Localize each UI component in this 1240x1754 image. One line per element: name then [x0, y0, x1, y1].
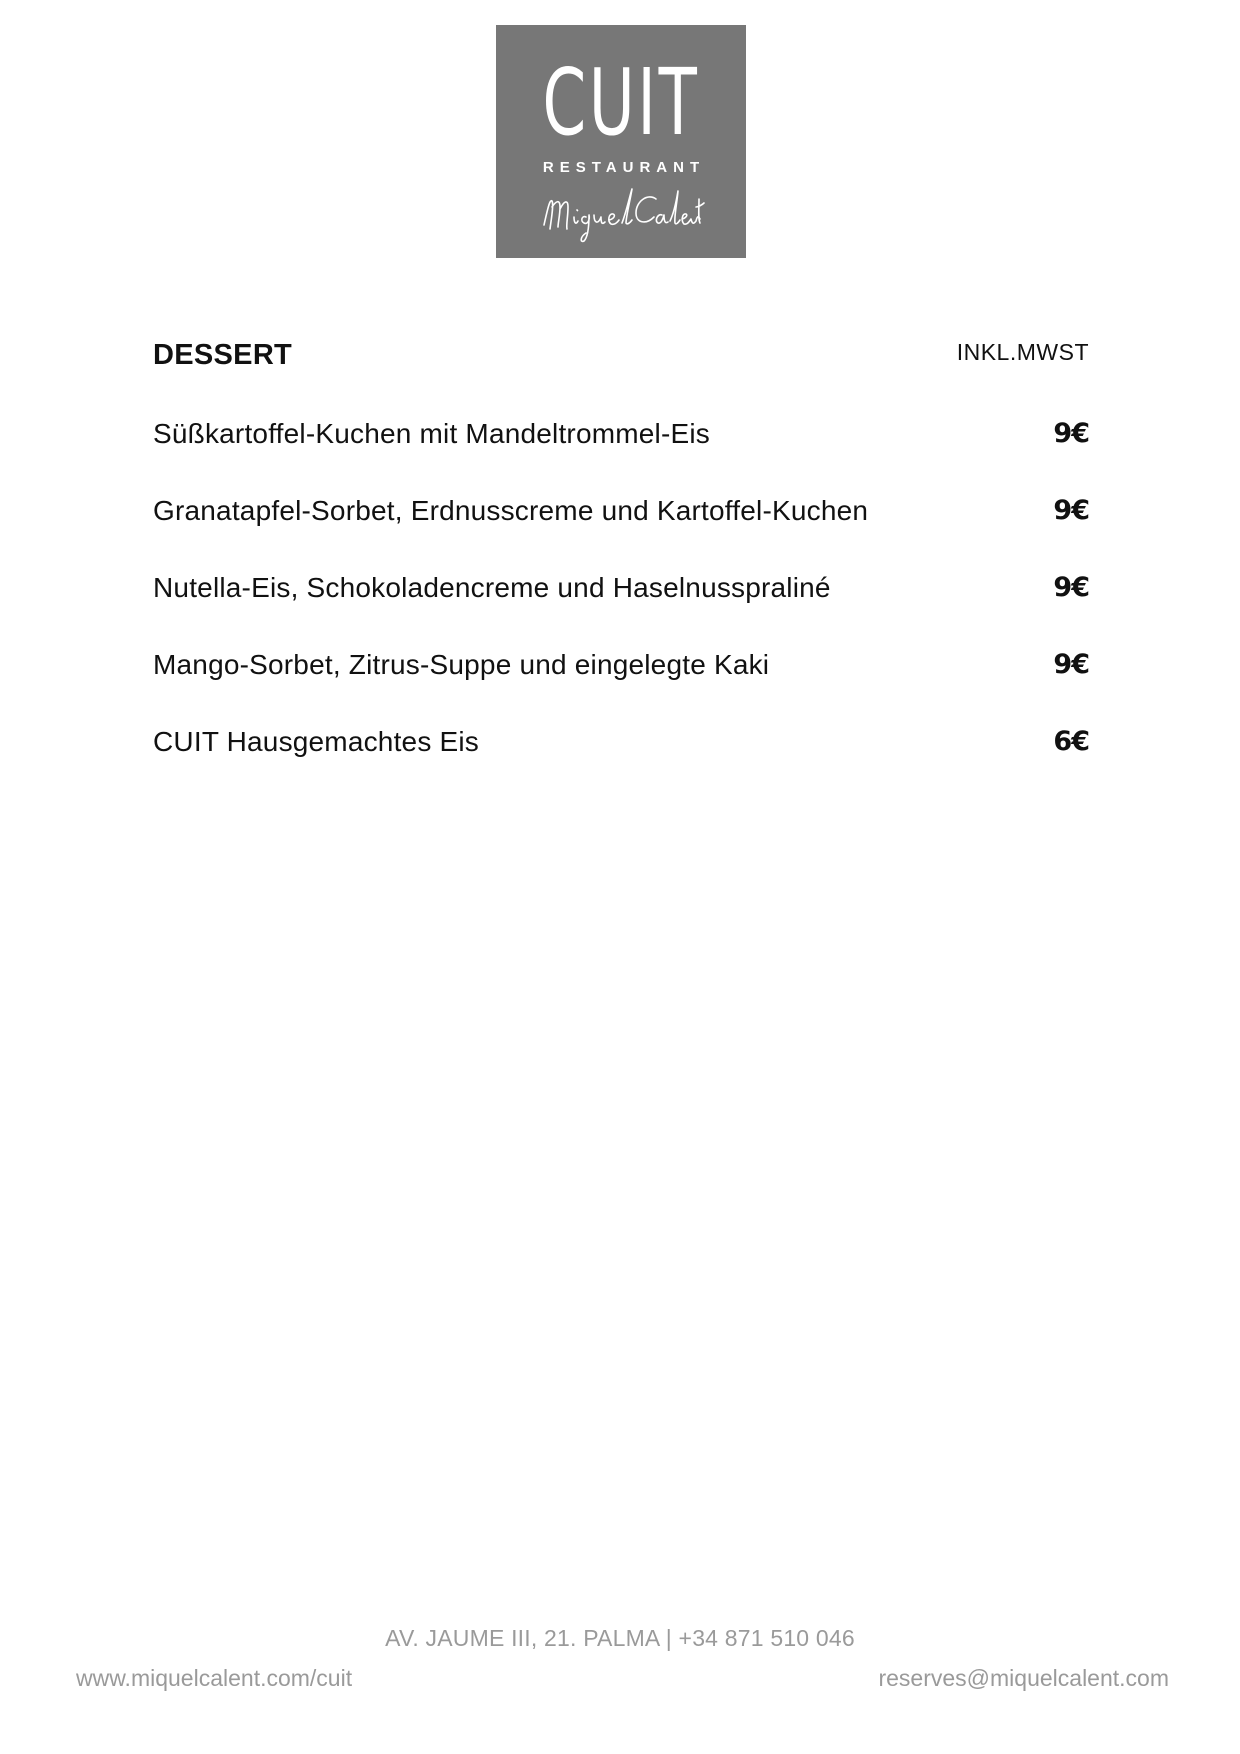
- menu-item: [153, 493, 1089, 529]
- menu-item-price: 6€: [1053, 726, 1089, 757]
- menu-list: [153, 416, 1089, 801]
- menu-item: [153, 647, 1089, 683]
- footer-address: AV. JAUME III, 21. PALMA | +34 871 510 046: [385, 1625, 855, 1651]
- menu-item-name: Granatapfel-Sorbet, Erdnusscreme und Kartoffel-Kuchen: [153, 495, 869, 526]
- menu-item: [153, 570, 1089, 606]
- menu-item: [153, 416, 1089, 452]
- tax-note: INKL.MWST: [956, 339, 1089, 365]
- menu-item-name: Mango-Sorbet, Zitrus-Suppe und eingelegte Kaki: [153, 649, 770, 680]
- menu-item-name: CUIT Hausgemachtes Eis: [153, 726, 480, 757]
- menu-item-price: 9€: [1053, 572, 1089, 603]
- logo-subtitle: RESTAURANT: [542, 159, 706, 176]
- footer-website-link[interactable]: www.miquelcalent.com/cuit: [76, 1665, 353, 1691]
- chef-signature: [536, 177, 706, 247]
- section-title: DESSERT: [153, 339, 293, 371]
- menu-item-name: Nutella-Eis, Schokoladencreme und Haselnusspraliné: [153, 572, 831, 603]
- menu-item-price: 9€: [1053, 495, 1089, 526]
- footer-email-link[interactable]: reserves@miquelcalent.com: [878, 1665, 1169, 1691]
- menu-item-price: 9€: [1053, 649, 1089, 680]
- restaurant-logo: [496, 25, 746, 258]
- logo-wordmark: CUIT: [542, 49, 700, 156]
- menu-item: [153, 724, 1089, 760]
- menu-item-name: Süßkartoffel-Kuchen mit Mandeltrommel-Eis: [153, 418, 710, 449]
- menu-item-price: 9€: [1053, 418, 1089, 449]
